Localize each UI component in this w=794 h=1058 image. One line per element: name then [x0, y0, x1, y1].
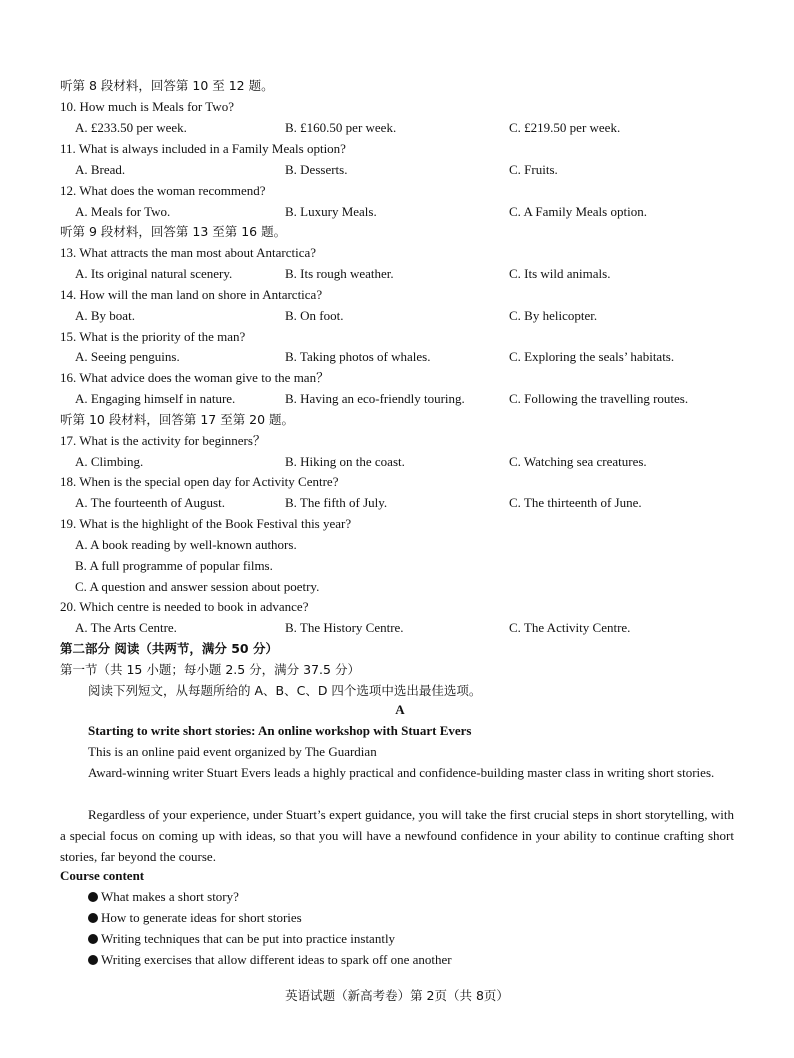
option-c: C. By helicopter. — [509, 308, 598, 323]
section8-instruction: 听第 8 段材料，回答第 10 至 12 题。 — [60, 78, 274, 93]
question-11-options — [75, 160, 740, 180]
option-a: A. Climbing. — [75, 454, 144, 469]
option-c: C. The thirteenth of June. — [509, 495, 642, 510]
question-19: 19. What is the highlight of the Book Festival this year? — [60, 516, 352, 531]
page-footer: 英语试题（新高考卷）第 2页（共 8页） — [285, 988, 509, 1003]
passage-title: Starting to write short stories: An online workshop with Stuart Evers — [88, 723, 472, 738]
question-12: 12. What does the woman recommend? — [60, 183, 266, 198]
part2-heading: 第二部分 阅读（共两节，满分 50 分） — [60, 641, 278, 656]
option-c: C. Its wild animals. — [509, 266, 611, 281]
course-item-text: Writing exercises that allow different ideas to spark off one another — [101, 952, 452, 967]
question-20: 20. Which centre is needed to book in advance? — [60, 599, 309, 614]
question-20-options — [75, 618, 740, 638]
question-14: 14. How will the man land on shore in Antarctica? — [60, 287, 323, 302]
course-item — [88, 950, 768, 970]
question-16-options — [75, 389, 740, 409]
bullet-icon — [88, 934, 98, 944]
option-b: B. Desserts. — [285, 162, 348, 177]
option-a: A. By boat. — [75, 308, 135, 323]
question-10-options — [75, 118, 740, 138]
question-13: 13. What attracts the man most about Antarctica? — [60, 245, 317, 260]
option-c: C. £219.50 per week. — [509, 120, 621, 135]
option-b: B. Having an eco-friendly touring. — [285, 391, 465, 406]
option-c: C. Watching sea creatures. — [509, 454, 647, 469]
option-a: A. Seeing penguins. — [75, 349, 180, 364]
question-19-option-b: B. A full programme of popular films. — [75, 558, 273, 573]
option-b: B. The History Centre. — [285, 620, 404, 635]
option-a: A. Meals for Two. — [75, 204, 171, 219]
question-10: 10. How much is Meals for Two? — [60, 99, 234, 114]
question-18: 18. When is the special open day for Activity Centre? — [60, 474, 339, 489]
course-item — [88, 908, 768, 928]
option-b: B. £160.50 per week. — [285, 120, 397, 135]
option-a: A. The fourteenth of August. — [75, 495, 225, 510]
question-18-options — [75, 493, 740, 513]
option-c: C. Fruits. — [509, 162, 558, 177]
course-item-text: How to generate ideas for short stories — [101, 910, 302, 925]
question-12-options — [75, 202, 740, 222]
option-b: B. On foot. — [285, 308, 344, 323]
question-15: 15. What is the priority of the man? — [60, 329, 246, 344]
course-item-text: What makes a short story? — [101, 889, 239, 904]
paragraph-2: Regardless of your experience, under Stuart’s expert guidance, you will take the first crucial steps in short storytelling, with a special focus on coming up with ideas, so that you will have a newfound confidence in your ability to continue crafting short stories, far beyond the course. — [60, 807, 734, 864]
course-item — [88, 929, 768, 949]
bullet-icon — [88, 955, 98, 965]
question-15-options — [75, 347, 740, 367]
section9-instruction: 听第 9 段材料，回答第 13 至第 16 题。 — [60, 224, 287, 239]
option-a: A. Bread. — [75, 162, 126, 177]
option-c: C. The Activity Centre. — [509, 620, 631, 635]
section10-instruction: 听第 10 段材料，回答第 17 至第 20 题。 — [60, 412, 295, 427]
paragraph-1: Award-winning writer Stuart Evers leads a highly practical and confidence-building master class in writing short stories. — [88, 765, 715, 780]
course-heading: Course content — [60, 868, 145, 883]
passage-subtitle: This is an online paid event organized by The Guardian — [88, 744, 377, 759]
section1-heading: 第一节（共 15 小题；每小题 2.5 分，满分 37.5 分） — [60, 662, 360, 677]
course-item — [88, 887, 768, 907]
option-b: B. Hiking on the coast. — [285, 454, 405, 469]
question-16: 16. What advice does the woman give to the man？ — [60, 370, 330, 385]
option-b: B. Taking photos of whales. — [285, 349, 431, 364]
question-13-options — [75, 264, 740, 284]
option-c: C. A Family Meals option. — [509, 204, 647, 219]
question-19-option-a: A. A book reading by well-known authors. — [75, 537, 297, 552]
question-14-options — [75, 306, 740, 326]
question-19-option-c: C. A question and answer session about poetry. — [75, 579, 320, 594]
question-17: 17. What is the activity for beginners？ — [60, 433, 266, 448]
option-c: C. Following the travelling routes. — [509, 391, 689, 406]
option-c: C. Exploring the seals’ habitats. — [509, 349, 675, 364]
option-a: A. £233.50 per week. — [75, 120, 187, 135]
reading-instruction: 阅读下列短文，从每题所给的 A、B、C、D 四个选项中选出最佳选项。 — [88, 683, 482, 698]
option-b: B. Luxury Meals. — [285, 204, 377, 219]
option-a: A. Engaging himself in nature. — [75, 391, 236, 406]
option-b: B. Its rough weather. — [285, 266, 394, 281]
passage-letter: A — [395, 702, 405, 717]
option-a: A. Its original natural scenery. — [75, 266, 233, 281]
option-b: B. The fifth of July. — [285, 495, 388, 510]
question-11: 11. What is always included in a Family Meals option? — [60, 141, 346, 156]
question-17-options — [75, 452, 740, 472]
option-a: A. The Arts Centre. — [75, 620, 177, 635]
bullet-icon — [88, 892, 98, 902]
bullet-icon — [88, 913, 98, 923]
course-item-text: Writing techniques that can be put into practice instantly — [101, 931, 396, 946]
